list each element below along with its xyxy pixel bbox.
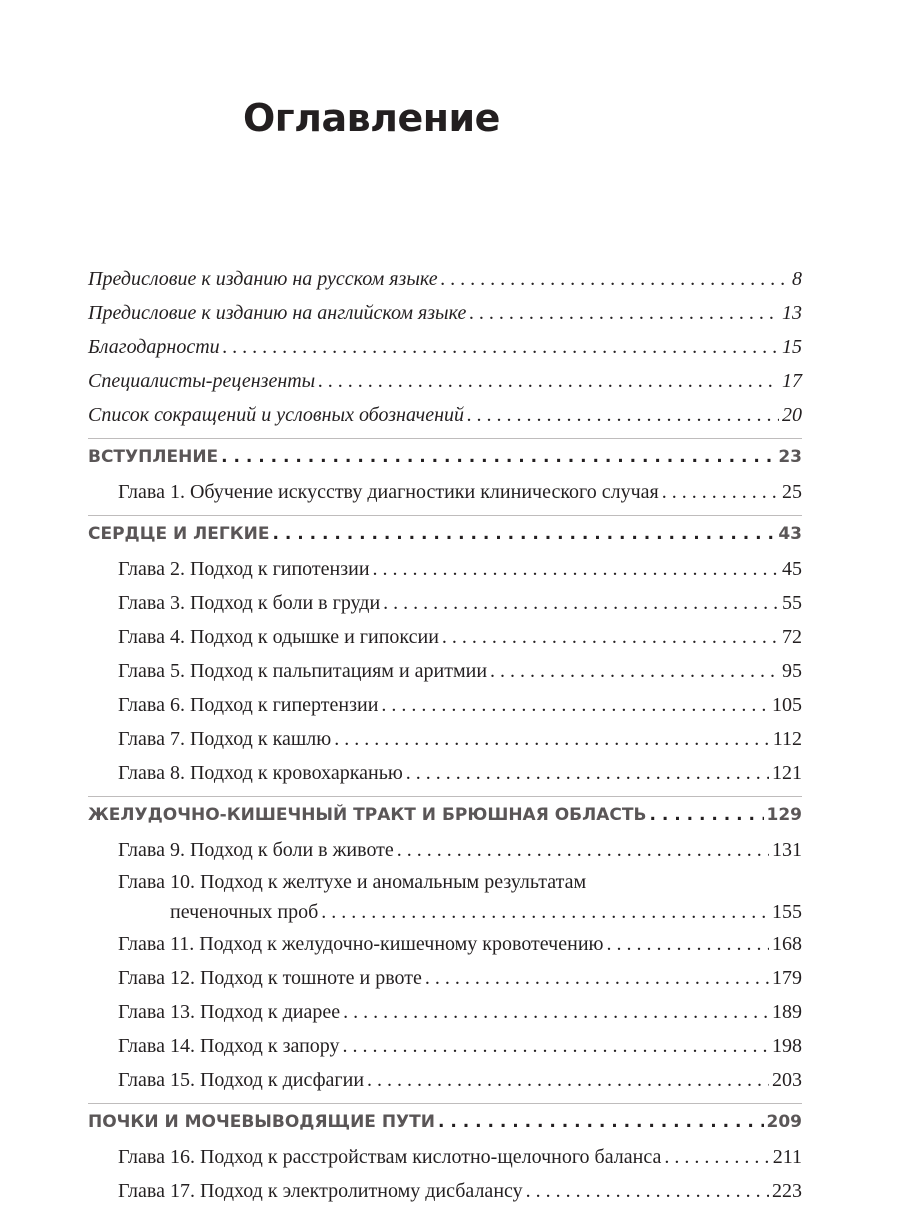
chapter-page: 189 — [772, 1001, 802, 1023]
chapter-title: Глава 9. Подход к боли в животе — [118, 839, 394, 861]
chapter-page: 105 — [772, 694, 802, 716]
chapter-page: 45 — [782, 558, 802, 580]
leader-dots — [367, 1063, 769, 1097]
leader-dots — [223, 330, 779, 364]
leader-dots — [425, 961, 769, 995]
leader-dots — [606, 927, 769, 961]
toc-entry-reviewers[interactable] — [88, 364, 802, 398]
chapter-page: 198 — [772, 1035, 802, 1057]
chapter-title: Глава 15. Подход к дисфагии — [118, 1069, 365, 1091]
chapter-page: 55 — [782, 592, 802, 614]
chapter-title: Глава 4. Подход к одышке и гипоксии — [118, 626, 439, 648]
toc-chapter-11[interactable] — [88, 927, 802, 961]
page-title: Оглавление — [243, 96, 500, 140]
section-page: 209 — [766, 1112, 802, 1132]
leader-dots — [406, 756, 769, 790]
chapter-title: Глава 12. Подход к тошноте и рвоте — [118, 967, 422, 989]
toc-chapter-2[interactable] — [88, 552, 802, 586]
chapter-page: 121 — [772, 762, 802, 784]
toc-section-heading[interactable] — [88, 1104, 802, 1140]
toc-entry-page: 20 — [782, 404, 802, 426]
leader-dots — [373, 552, 779, 586]
toc-section-heading[interactable] — [88, 439, 802, 475]
leader-dots — [664, 1140, 769, 1174]
toc-entry-page: 8 — [792, 268, 802, 290]
leader-dots — [649, 797, 763, 833]
toc-entry-page: 13 — [782, 302, 802, 324]
leader-dots — [321, 897, 769, 927]
chapter-title: Глава 14. Подход к запору — [118, 1035, 340, 1057]
chapter-page: 95 — [782, 660, 802, 682]
leader-dots — [221, 439, 775, 475]
table-of-contents — [88, 262, 802, 1208]
chapter-page: 168 — [772, 933, 802, 955]
leader-dots — [272, 516, 775, 552]
toc-chapter-15[interactable] — [88, 1063, 802, 1097]
section-title: ПОЧКИ И МОЧЕВЫВОДЯЩИЕ ПУТИ — [88, 1112, 435, 1132]
toc-entry-abbreviations[interactable] — [88, 398, 802, 432]
toc-entry-preface-en[interactable] — [88, 296, 802, 330]
section-page: 43 — [778, 524, 802, 544]
section-title: ЖЕЛУДОЧНО-КИШЕЧНЫЙ ТРАКТ И БРЮШНАЯ ОБЛАСТЬ — [88, 805, 647, 825]
toc-chapter-1[interactable] — [88, 475, 802, 509]
chapter-title: Глава 10. Подход к желтухе и аномальным результатам — [118, 871, 587, 893]
toc-chapter-3[interactable] — [88, 586, 802, 620]
chapter-title: Глава 6. Подход к гипертензии — [118, 694, 379, 716]
chapter-title: Глава 16. Подход к расстройствам кислотно-щелочного баланса — [118, 1146, 662, 1168]
leader-dots — [438, 1104, 764, 1140]
leader-dots — [381, 688, 769, 722]
toc-chapter-7[interactable] — [88, 722, 802, 756]
toc-section-heading[interactable] — [88, 797, 802, 833]
toc-entry-page: 15 — [782, 336, 802, 358]
leader-dots — [334, 722, 770, 756]
toc-chapter-5[interactable] — [88, 654, 802, 688]
leader-dots — [442, 620, 779, 654]
section-title: СЕРДЦЕ И ЛЕГКИЕ — [88, 524, 270, 544]
toc-entry-title: Список сокращений и условных обозначений — [88, 404, 465, 426]
leader-dots — [441, 262, 789, 296]
chapter-page: 223 — [772, 1180, 802, 1202]
toc-entry-acknowledgements[interactable] — [88, 330, 802, 364]
toc-chapter-9[interactable] — [88, 833, 802, 867]
chapter-title: Глава 7. Подход к кашлю — [118, 728, 332, 750]
toc-chapter-4[interactable] — [88, 620, 802, 654]
leader-dots — [490, 654, 779, 688]
toc-entry-preface-ru[interactable] — [88, 262, 802, 296]
toc-chapter-8[interactable] — [88, 756, 802, 790]
chapter-page: 211 — [772, 1146, 802, 1168]
chapter-page: 25 — [782, 481, 802, 503]
leader-dots — [318, 364, 779, 398]
chapter-title: Глава 2. Подход к гипотензии — [118, 558, 370, 580]
toc-entry-title: Благодарности — [88, 336, 220, 358]
toc-chapter-14[interactable] — [88, 1029, 802, 1063]
chapter-title-cont: печеночных проб — [170, 901, 319, 923]
leader-dots — [383, 586, 779, 620]
section-title: ВСТУПЛЕНИЕ — [88, 447, 219, 467]
leader-dots — [467, 398, 779, 432]
chapter-page: 112 — [772, 728, 802, 750]
section-page: 23 — [778, 447, 802, 467]
chapter-page: 72 — [782, 626, 802, 648]
chapter-title: Глава 3. Подход к боли в груди — [118, 592, 381, 614]
toc-entry-title: Предисловие к изданию на русском языке — [88, 268, 438, 290]
chapter-page: 155 — [772, 901, 802, 923]
toc-chapter-16[interactable] — [88, 1140, 802, 1174]
chapter-title: Глава 17. Подход к электролитному дисбалансу — [118, 1180, 523, 1202]
leader-dots — [343, 995, 769, 1029]
leader-dots — [397, 833, 769, 867]
chapter-page: 131 — [772, 839, 802, 861]
section-page: 129 — [766, 805, 802, 825]
leader-dots — [662, 475, 779, 509]
toc-chapter-12[interactable] — [88, 961, 802, 995]
chapter-title: Глава 8. Подход к кровохарканью — [118, 762, 403, 784]
chapter-title-continuation — [118, 897, 802, 927]
chapter-title: Глава 5. Подход к пальпитациям и аритмии — [118, 660, 488, 682]
toc-chapter-13[interactable] — [88, 995, 802, 1029]
toc-section-heading[interactable] — [88, 516, 802, 552]
leader-dots — [526, 1174, 769, 1208]
chapter-title: Глава 13. Подход к диарее — [118, 1001, 341, 1023]
leader-dots — [469, 296, 779, 330]
chapter-title: Глава 11. Подход к желудочно-кишечному кровотечению — [118, 933, 604, 955]
toc-entry-title: Специалисты-рецензенты — [88, 370, 316, 392]
toc-entry-page: 17 — [782, 370, 802, 392]
chapter-title: Глава 1. Обучение искусству диагностики клинического случая — [118, 481, 659, 503]
toc-chapter-17[interactable] — [88, 1174, 802, 1208]
toc-entry-title: Предисловие к изданию на английском языке — [88, 302, 467, 324]
chapter-page: 203 — [772, 1069, 802, 1091]
toc-chapter-10[interactable] — [88, 867, 802, 927]
toc-chapter-6[interactable] — [88, 688, 802, 722]
chapter-page: 179 — [772, 967, 802, 989]
leader-dots — [343, 1029, 769, 1063]
